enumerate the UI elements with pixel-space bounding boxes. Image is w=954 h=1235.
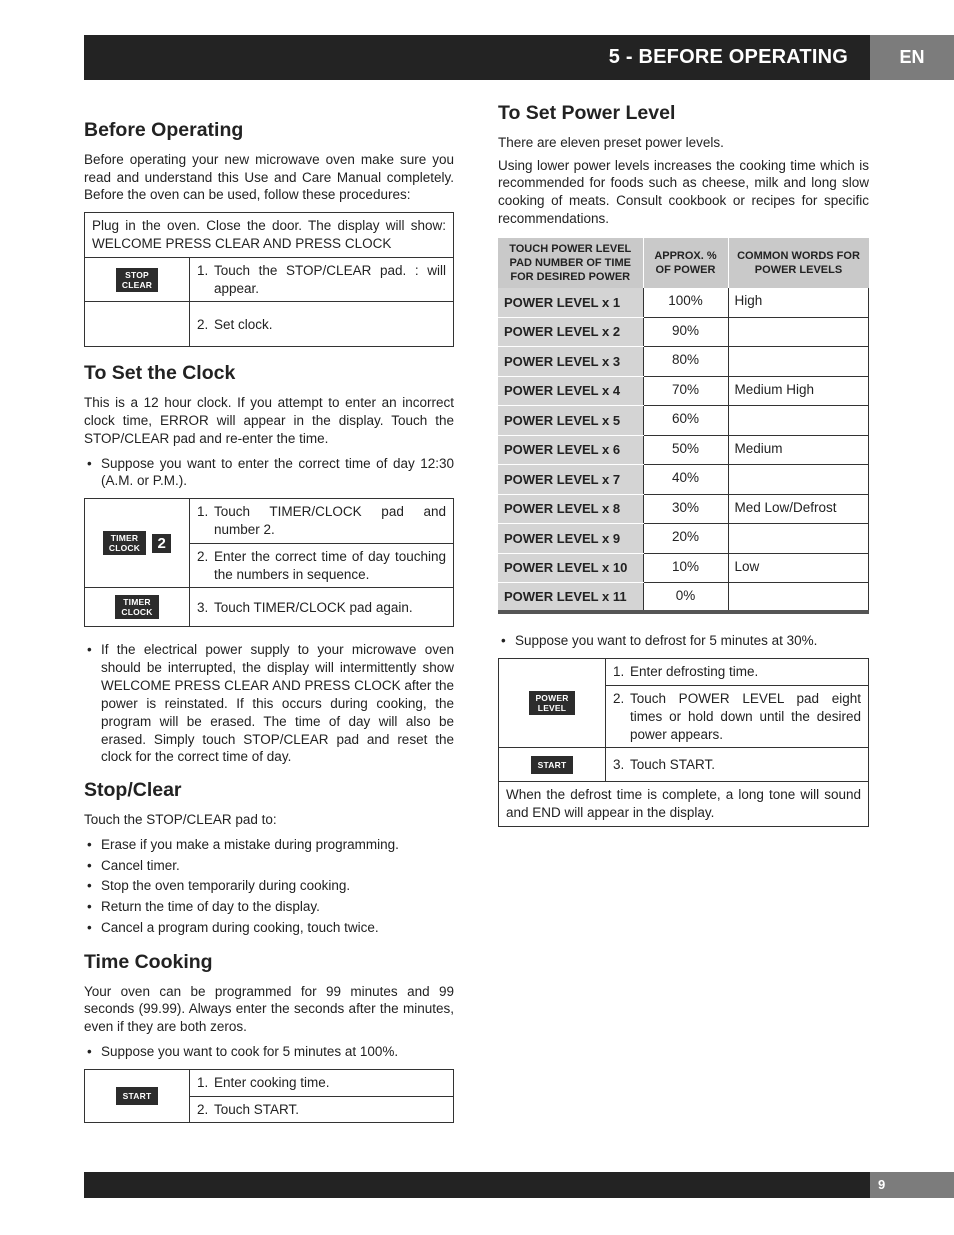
stop-clear-list — [84, 836, 454, 937]
list-item: • Suppose you want to defrost for 5 minutes at 30%. — [498, 632, 869, 650]
table-row: POWER LEVEL x 5 60% — [498, 406, 869, 436]
timer-clock-key-icon: TIMER CLOCK — [115, 595, 158, 619]
table-row: POWER LEVEL x 9 20% — [498, 524, 869, 554]
section-heading-time-cooking: Time Cooking — [84, 950, 213, 973]
set-clock-bullets — [84, 455, 454, 491]
list-item: • Stop the oven temporarily during cooking. — [84, 877, 454, 895]
page-footer — [84, 1172, 954, 1198]
page-header — [84, 35, 954, 80]
table-row: POWER LEVEL x 3 80% — [498, 347, 869, 377]
start-key-cell — [499, 748, 606, 782]
section-heading-before-operating: Before Operating — [84, 119, 244, 141]
step-row: 1. Enter defrosting time. — [606, 659, 869, 686]
list-item: • Suppose you want to enter the correct time of day 12:30 (A.M. or P.M.). — [84, 455, 454, 491]
step-row: 2. Touch START. — [190, 1096, 454, 1123]
left-column — [84, 118, 454, 1137]
step-row: 2. Enter the correct time of day touching the numbers in sequence. — [190, 543, 454, 588]
empty-key-cell — [85, 302, 190, 347]
page-number: 9 — [870, 1172, 954, 1198]
step-row: 3. Touch START. — [606, 748, 869, 782]
defrost-steps-table — [498, 658, 869, 827]
table-row: POWER LEVEL x 6 50% Medium — [498, 435, 869, 465]
page-title: 5 - BEFORE OPERATING — [608, 46, 848, 68]
power-level-key-cell — [499, 659, 606, 748]
timer-clock-key-icon: TIMER CLOCK — [103, 531, 146, 555]
before-operating-box-note: Plug in the oven. Close the door. The display will show: WELCOME PRESS CLEAR AND PRESS CLOCK — [85, 213, 454, 258]
list-item: • Suppose you want to cook for 5 minutes at 100%. — [84, 1043, 454, 1061]
right-column — [498, 101, 869, 841]
timer-clock-key-cell — [85, 499, 190, 588]
column-header: COMMON WORDS FOR POWER LEVELS — [728, 238, 869, 288]
power-level-bullets — [498, 632, 869, 650]
step-row: 2. Set clock. — [190, 302, 454, 347]
list-item: • Return the time of day to the display. — [84, 898, 454, 916]
step-row: 3. Touch TIMER/CLOCK pad again. — [190, 588, 454, 627]
time-cooking-intro: Your oven can be programmed for 99 minutes and 99 seconds (99.99). Always enter the seconds after the minutes, even if they are both zeros. — [84, 983, 454, 1035]
defrost-box-note: When the defrost time is complete, a long tone will sound and END will appear in the display. — [499, 782, 869, 827]
stop-clear-key-icon: STOP CLEAR — [116, 268, 158, 292]
step-row: 1. Touch TIMER/CLOCK pad and number 2. — [190, 499, 454, 544]
step-row: 2. Touch POWER LEVEL pad eight times or hold down until the desired power appears. — [606, 685, 869, 747]
step-row: 1. Touch the STOP/CLEAR pad. : will appear. — [190, 257, 454, 302]
table-row: POWER LEVEL x 8 30% Med Low/Defrost — [498, 494, 869, 524]
column-header: TOUCH POWER LEVEL PAD NUMBER OF TIME FOR DESIRED POWER — [498, 238, 643, 288]
set-clock-intro: This is a 12 hour clock. If you attempt to enter an incorrect clock time, ERROR will appear in the display. Touch the STOP/CLEAR pad and re-enter the time. — [84, 395, 454, 446]
set-clock-note-list — [84, 641, 454, 766]
timer-clock-key-cell — [85, 588, 190, 627]
language-tab: EN — [870, 35, 954, 80]
section-heading-set-clock: To Set the Clock — [84, 362, 236, 385]
list-item: • Cancel a program during cooking, touch twice. — [84, 919, 454, 937]
start-key-icon: START — [116, 1087, 159, 1105]
power-level-key-icon: POWER LEVEL — [529, 691, 574, 715]
table-row: POWER LEVEL x 1 100% High — [498, 288, 869, 318]
column-header: APPROX. % OF POWER — [643, 238, 728, 288]
set-clock-steps-table — [84, 498, 454, 627]
stop-clear-key-cell — [85, 257, 190, 302]
table-row: POWER LEVEL x 4 70% Medium High — [498, 376, 869, 406]
section-heading-power-level: To Set Power Level — [498, 102, 676, 124]
time-cooking-steps-table — [84, 1069, 454, 1124]
before-operating-steps-table — [84, 212, 454, 347]
table-row: POWER LEVEL x 2 90% — [498, 317, 869, 347]
table-row: POWER LEVEL x 7 40% — [498, 465, 869, 495]
section-heading-stop-clear: Stop/Clear — [84, 779, 182, 802]
table-row: POWER LEVEL x 11 0% — [498, 583, 869, 613]
list-item: • Erase if you make a mistake during programming. — [84, 836, 454, 854]
table-row: POWER LEVEL x 10 10% Low — [498, 553, 869, 583]
power-level-intro-2: Using lower power levels increases the cooking time which is recommended for foods such as cheese, milk and long slow cooking of meats. Consult cookbook or recipes for specific recommendations. — [498, 157, 869, 226]
start-key-icon: START — [531, 756, 574, 774]
list-item: • Cancel timer. — [84, 857, 454, 875]
before-operating-intro: Before operating your new microwave oven make sure you read and understand this Use and Care Manual completely. Before the oven can be used, follow these procedures: — [84, 151, 454, 203]
power-level-table — [498, 238, 869, 615]
digit-2-key-icon: 2 — [152, 534, 171, 553]
list-item: • If the electrical power supply to your microwave oven should be interrupted, the display will intermittently show WELCOME PRESS CLEAR AND PRESS CLOCK after the power is reinstated. If this occurs during cooking, the program will be erased. The time of day will also be erased. Simply touch STOP/CLEAR pad and reset the clock for the correct time of day. — [84, 641, 454, 766]
time-cooking-bullets — [84, 1043, 454, 1061]
step-row: 1. Enter cooking time. — [190, 1069, 454, 1096]
start-key-cell — [85, 1069, 190, 1123]
power-level-intro-1: There are eleven preset power levels. — [498, 134, 724, 150]
stop-clear-intro: Touch the STOP/CLEAR pad to: — [84, 811, 277, 827]
